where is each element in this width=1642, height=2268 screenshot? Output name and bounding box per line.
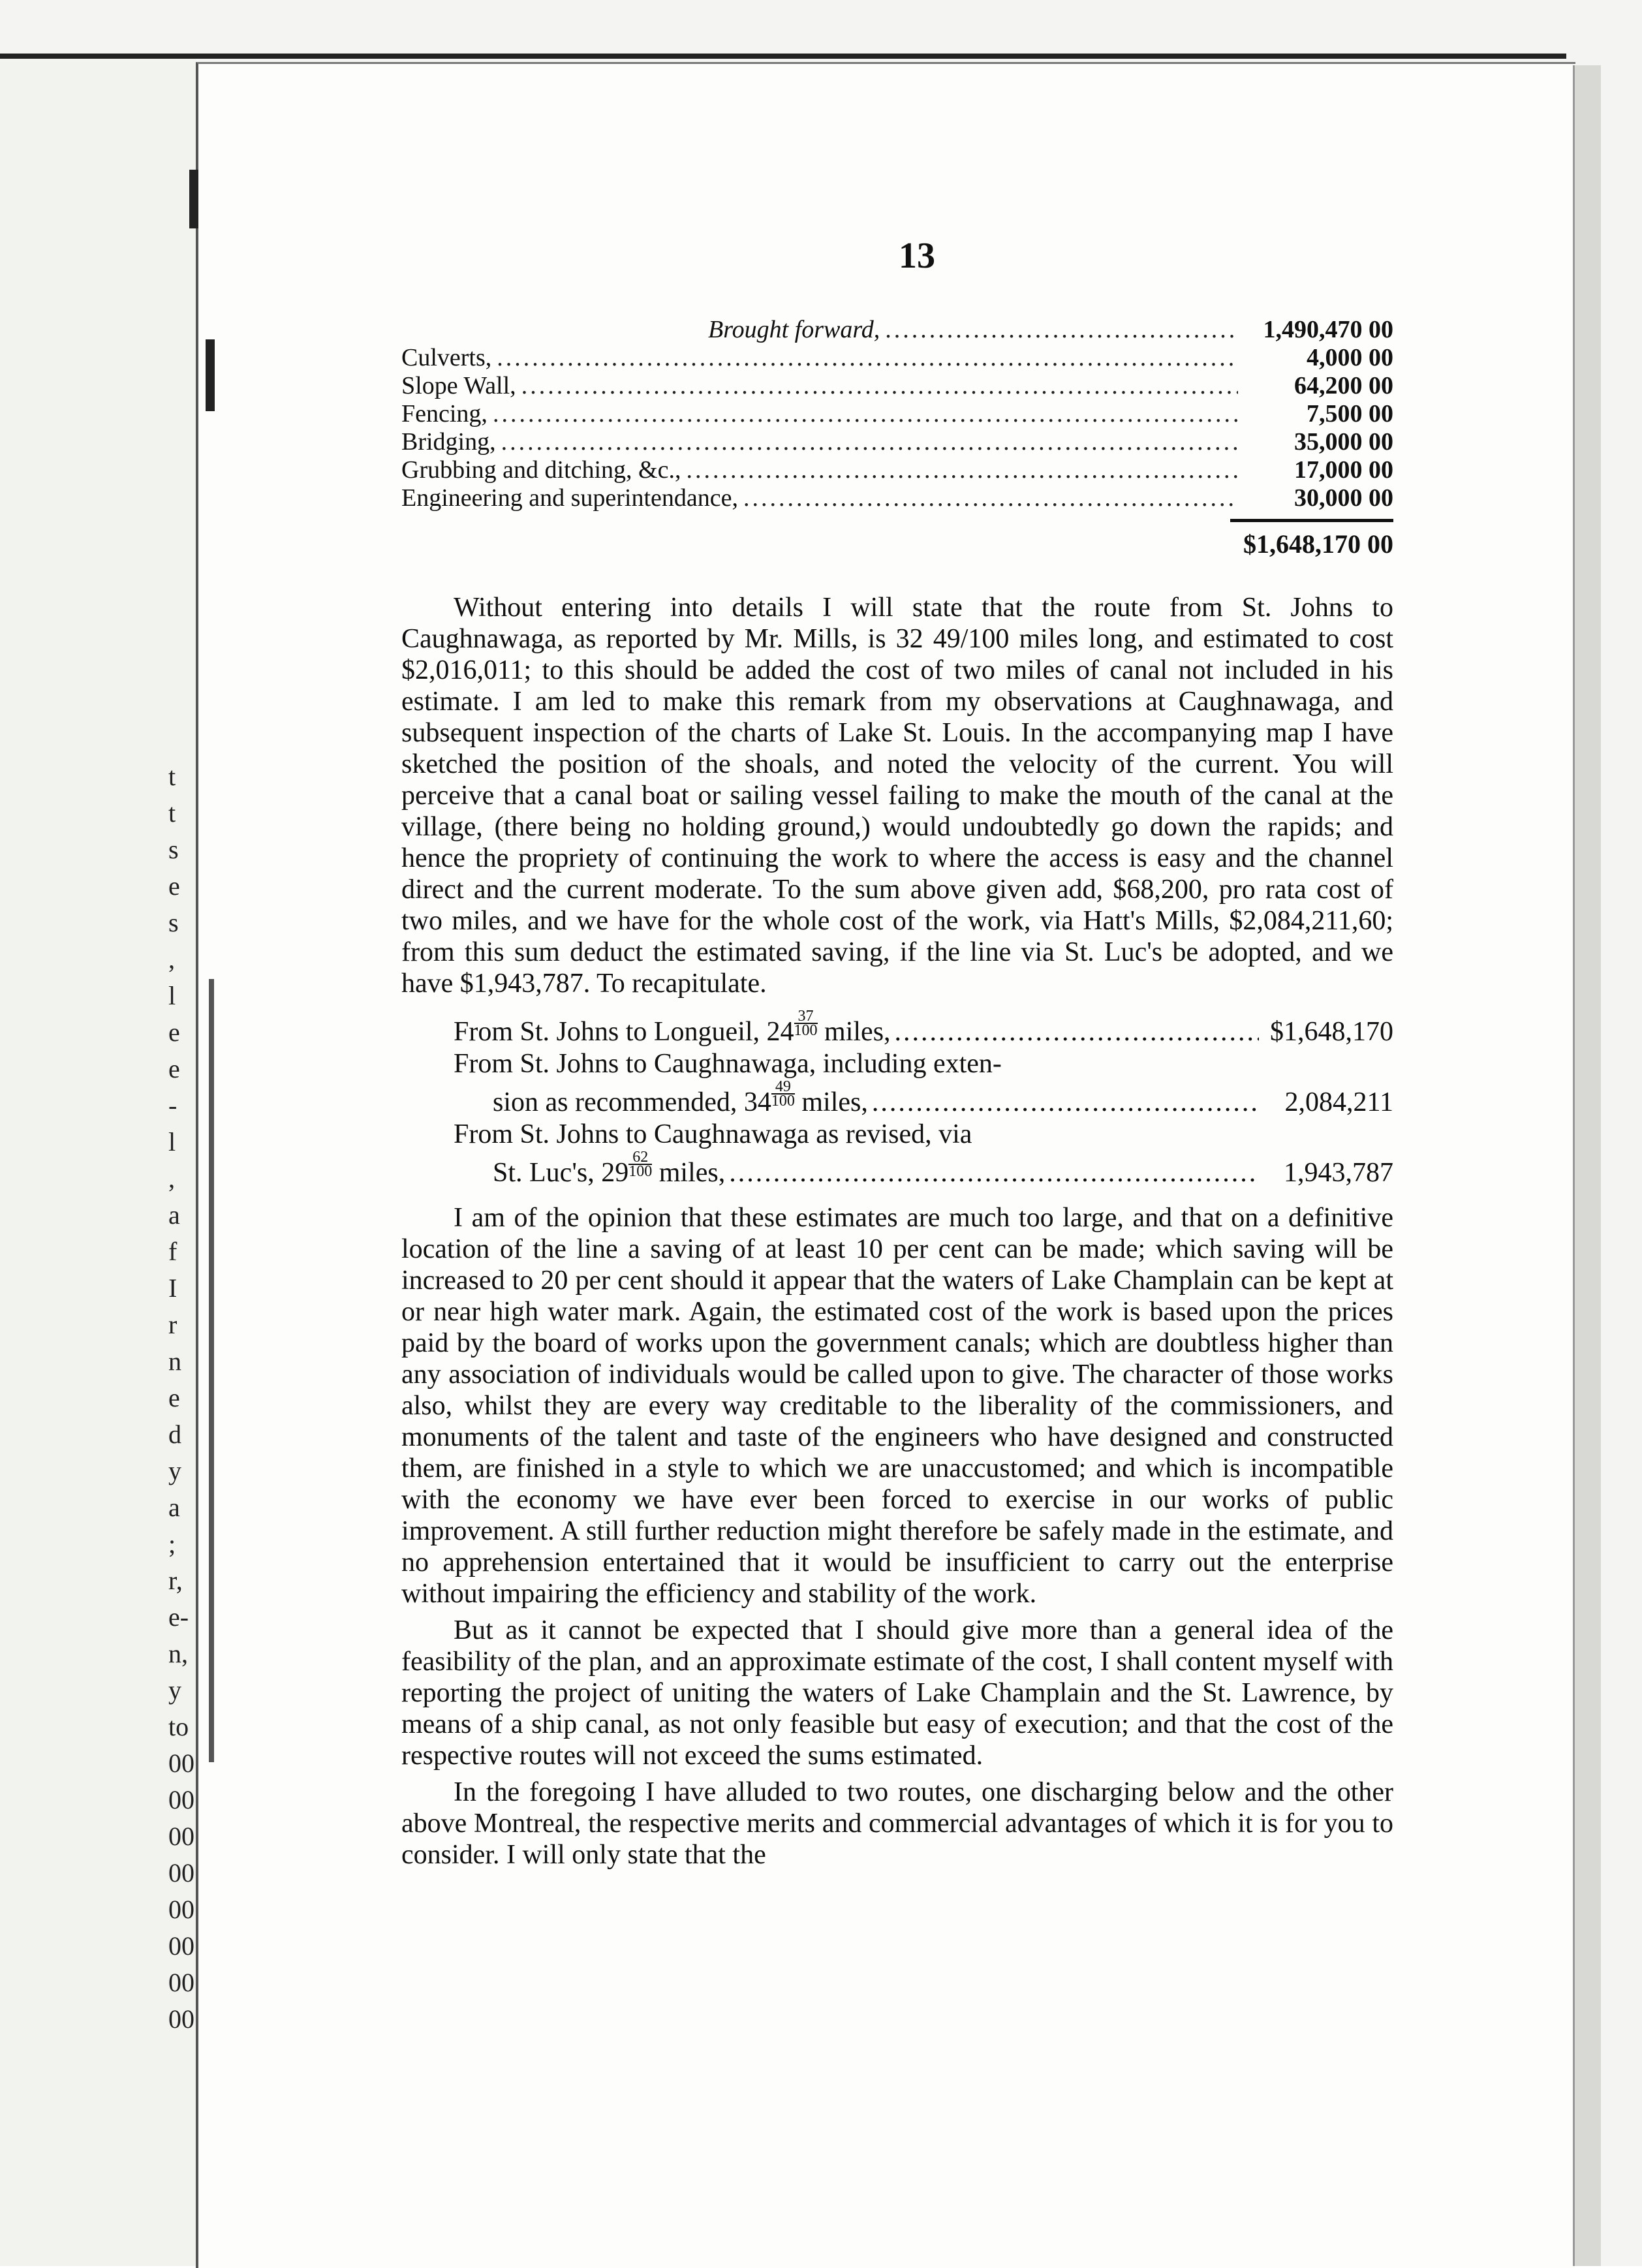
- facing-page-fragment: e: [168, 1017, 180, 1047]
- recap-label: sion as recommended, 34 $\frac{49}{100}$ miles,: [493, 1078, 868, 1117]
- facing-page-fragment: -: [168, 1091, 178, 1120]
- ledger-label: Brought forward,: [708, 316, 880, 343]
- fraction: $\frac{49}{100}$: [771, 1078, 795, 1110]
- facing-page-fragment: 00: [168, 2004, 194, 2034]
- facing-page-fragment: e: [168, 871, 180, 901]
- facing-page-fragment: ;: [168, 1529, 176, 1559]
- facing-page-fragment: s: [168, 835, 179, 864]
- ledger-amount: 17,000 00: [1294, 456, 1393, 484]
- gutter-mark: [206, 339, 215, 411]
- page-right-edge: [1573, 65, 1601, 2266]
- total-rule: [1230, 519, 1393, 522]
- leader-dots: [729, 1157, 1259, 1189]
- facing-page-fragment: t: [168, 798, 176, 828]
- facing-page-fragment: r: [168, 1310, 178, 1339]
- facing-page-fragment: 00: [168, 1748, 194, 1778]
- facing-page-fragment: t: [168, 762, 176, 791]
- recap-value: 1,943,787: [1284, 1158, 1393, 1188]
- recap-label: From St. Johns to Caughnawaga, including exten-: [454, 1049, 1002, 1079]
- leader-dots: [501, 428, 1238, 456]
- page-content: [401, 235, 1393, 1876]
- ledger-row: [401, 344, 1393, 372]
- ledger-label: Engineering and superintendance,: [401, 484, 738, 512]
- ledger-amount: 7,500 00: [1307, 400, 1393, 427]
- recap-value: 2,084,211: [1284, 1087, 1393, 1117]
- facing-page-fragment: 00: [168, 1822, 194, 1851]
- ledger-label: Bridging,: [401, 428, 496, 456]
- facing-page-fragment: l: [168, 1127, 176, 1157]
- page-number: 13: [899, 236, 935, 276]
- facing-page-fragment: a: [168, 1493, 180, 1522]
- recap-row-revised: [401, 1119, 1393, 1151]
- ledger-label: Grubbing and ditching, &c.,: [401, 456, 681, 484]
- facing-page-fragment: 00: [168, 1785, 194, 1814]
- recap-label: St. Luc's, 29 $\frac{62}{100}$ miles,: [493, 1149, 726, 1188]
- facing-page-fragment: y: [168, 1675, 181, 1705]
- ledger-amount: 35,000 00: [1294, 428, 1393, 456]
- cost-ledger: [401, 316, 1393, 559]
- leader-dots: [521, 372, 1238, 400]
- paragraph-feasibility: But as it cannot be expected that I should give more than a general idea of the feasibility of the plan, and an approximate estimate of the cost, I shall content myself with reporting the project of uniting the waters of Lake Champlain and the St. Lawrence, by means of a ship canal, as not only feasible but easy of execution; and that the cost of the respective routes will not exceed the sums estimated.: [401, 1615, 1393, 1771]
- facing-page-fragment: ,: [168, 1164, 175, 1193]
- facing-page-fragment: e-: [168, 1602, 189, 1632]
- ledger-row: [401, 372, 1393, 400]
- recap-row-caughnawaga-cont: [401, 1080, 1393, 1119]
- recap-label: From St. Johns to Caughnawaga as revised, via: [454, 1119, 972, 1149]
- facing-page-fragment: n,: [168, 1639, 188, 1668]
- recap-label: From St. Johns to Longueil, 24 $\frac{37}{100}$ miles,: [454, 1008, 891, 1047]
- facing-page-fragment: y: [168, 1456, 181, 1485]
- leader-dots: [497, 344, 1238, 372]
- facing-page-fragment: ,: [168, 944, 175, 974]
- paragraph-estimates-opinion: I am of the opinion that these estimates are much too large, and that on a definitive location of the line a saving of at least 10 per cent can be made; which saving will be increased to 20 per cent should it appear that the waters of Lake Champlain can be kept at or near high water mark. Again, the estimated cost of the work is based upon the prices paid by the board of works upon the government canals; which are doubtless higher than any association of individuals would be called upon to give. The character of those works also, whilst they are every way creditable to the liberality of the commissioners, and monuments of the talent and taste of the engineers who have designed and constructed them, are finished in a style to which we are unaccustomed; and which is incompatible with the economy we have ever been forced to exercise in our works of public improvement. A still further reduction might therefore be safely made in the estimate, and no apprehension entertained that it would be insufficient to carry out the enterprise without impairing the efficiency and stability of the work.: [401, 1203, 1393, 1609]
- facing-page-fragment: n: [168, 1346, 181, 1376]
- facing-page-fragment: 00: [168, 1931, 194, 1961]
- gutter-mark: [209, 979, 214, 1762]
- leader-dots: [872, 1087, 1259, 1119]
- facing-page-fragment: e: [168, 1383, 180, 1412]
- leader-dots: [493, 400, 1238, 428]
- ledger-amount: 1,490,470 00: [1263, 316, 1393, 343]
- facing-page-fragment: r,: [168, 1566, 183, 1595]
- ledger-label: Slope Wall,: [401, 372, 516, 399]
- ledger-amount: 64,200 00: [1294, 372, 1393, 399]
- ledger-row: [401, 428, 1393, 456]
- facing-page-fragment: 00: [168, 1895, 194, 1924]
- recap-row-revised-cont: [401, 1151, 1393, 1189]
- facing-page-fragment: I: [168, 1273, 178, 1303]
- ledger-label: Fencing,: [401, 400, 488, 427]
- facing-page-fragment: s: [168, 908, 179, 937]
- facing-page-fragment: to: [168, 1712, 189, 1741]
- ledger-amount: 4,000 00: [1307, 344, 1393, 371]
- facing-page-fragment: 00: [168, 1968, 194, 1997]
- recap-value: $1,648,170: [1270, 1017, 1393, 1047]
- leader-dots: [743, 484, 1238, 512]
- ledger-row: [401, 400, 1393, 428]
- recap-row-longueil: [401, 1010, 1393, 1048]
- facing-page-fragment: d: [168, 1420, 181, 1449]
- fraction: $\frac{37}{100}$: [794, 1008, 818, 1039]
- facing-page-fragment: e: [168, 1054, 180, 1083]
- facing-page-fragment: f: [168, 1237, 178, 1266]
- facing-page-edge: [0, 59, 196, 2266]
- facing-page-fragment: l: [168, 981, 176, 1010]
- recap-row-caughnawaga: [401, 1048, 1393, 1080]
- gutter-mark: [189, 170, 198, 228]
- ledger-total: $1,648,170 00: [1243, 529, 1393, 559]
- leader-dots: [686, 456, 1238, 484]
- leader-dots: [895, 1016, 1259, 1048]
- facing-page-fragment: a: [168, 1200, 180, 1230]
- paragraph-two-routes: In the foregoing I have alluded to two routes, one discharging below and the other above Montreal, the respective merits and commercial advantages of which it is for you to consider. I will only state that the: [401, 1777, 1393, 1870]
- paragraph-route-caughnawaga: Without entering into details I will state that the route from St. Johns to Caughnawaga, as reported by Mr. Mills, is 32 49/100 miles long, and estimated to cost $2,016,011; to this should be added the cost of two miles of canal not included in his estimate. I am led to make this remark from my observations at Caughnawaga, and subsequent inspection of the charts of Lake St. Louis. In the accompanying map I have sketched the position of the shoals, and noted the velocity of the current. You will perceive that a canal boat or sailing vessel failing to make the mouth of the canal at the village, (there being no holding ground,) would undoubtedly go down the rapids; and hence the propriety of continuing the work to where the access is easy and the channel direct and the current moderate. To the sum above given add, $68,200, pro rata cost of two miles, and we have for the whole cost of the work, via Hatt's Mills, $2,084,211,60; from this sum deduct the estimated saving, if the line via St. Luc's be adopted, and we have $1,943,787. To recapitulate.: [401, 593, 1393, 999]
- leader-dots: [885, 316, 1238, 344]
- ledger-label: Culverts,: [401, 344, 492, 371]
- page-top-edge: [0, 54, 1566, 59]
- ledger-row: [401, 456, 1393, 484]
- ledger-row: [401, 316, 1393, 344]
- ledger-row: [401, 484, 1393, 512]
- facing-page-fragment: 00: [168, 1858, 194, 1887]
- fraction: $\frac{62}{100}$: [628, 1149, 653, 1180]
- recapitulation-table: [401, 1010, 1393, 1189]
- ledger-amount: 30,000 00: [1294, 484, 1393, 512]
